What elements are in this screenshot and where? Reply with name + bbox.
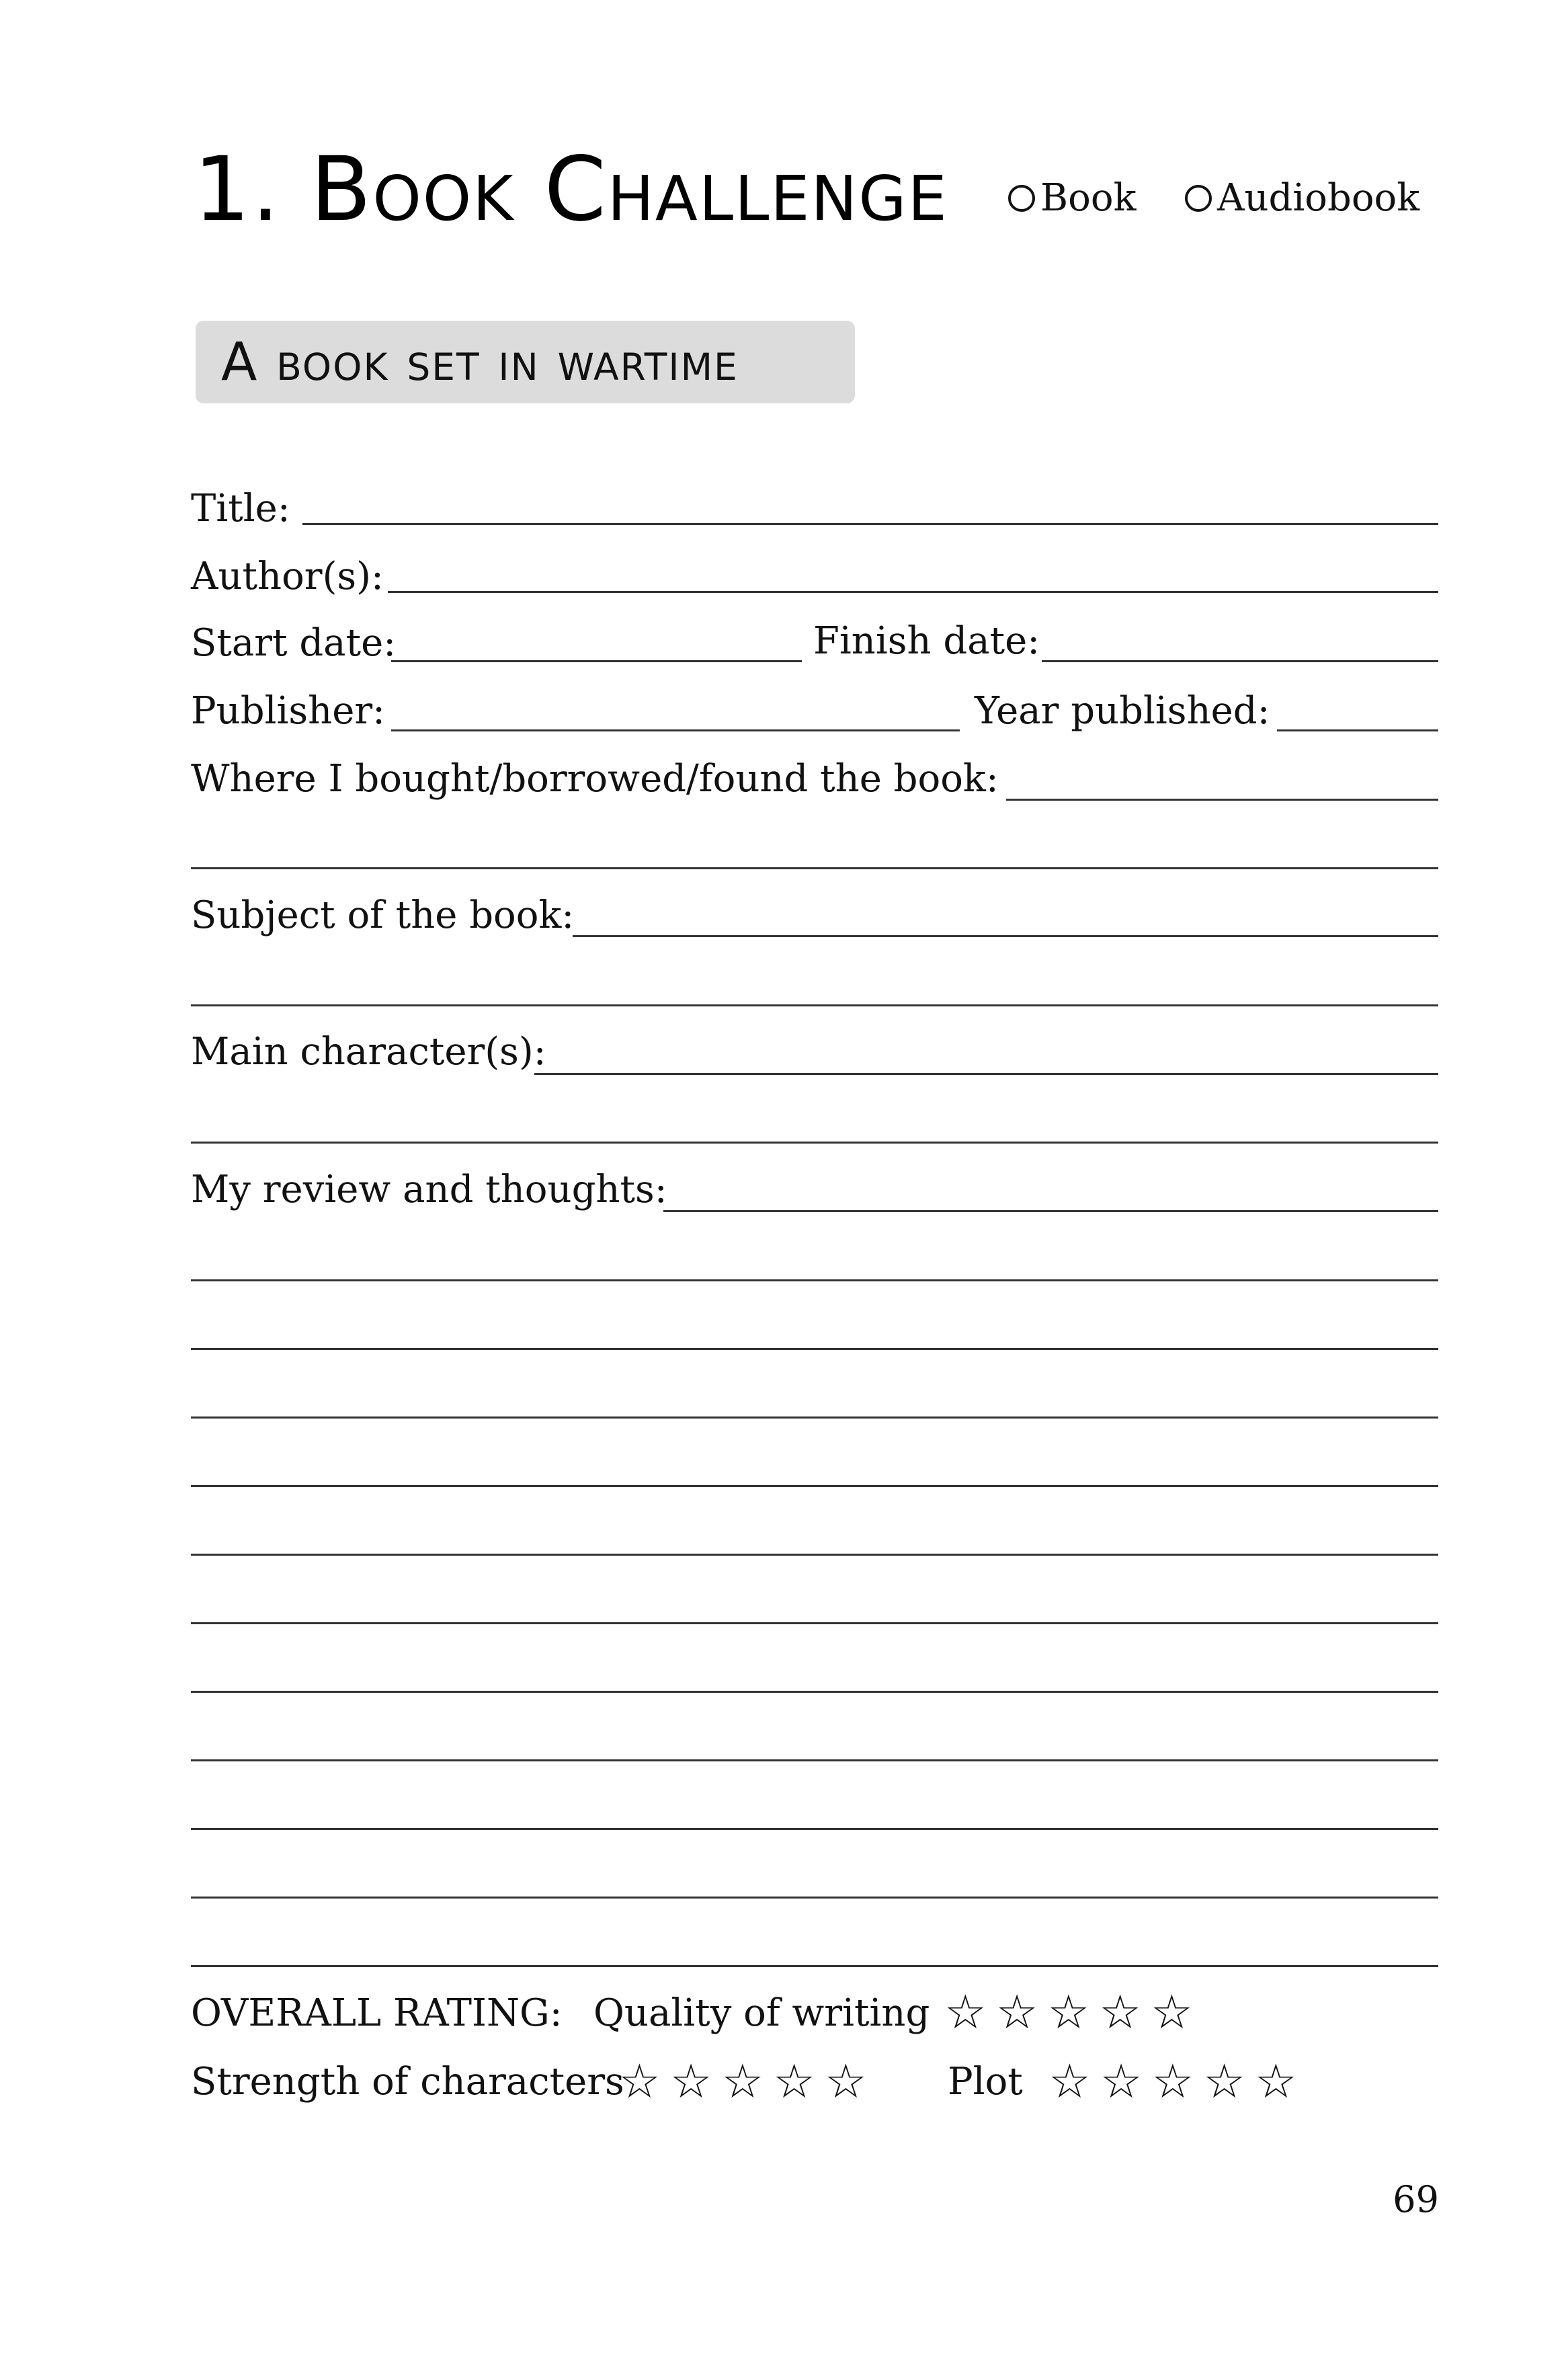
start-date-line[interactable] — [391, 660, 802, 662]
format-option-audiobook[interactable] — [1185, 176, 1419, 220]
publisher-label: Publisher: — [191, 689, 385, 733]
main-characters-line[interactable] — [534, 1073, 1438, 1075]
challenge-prompt: A book set in wartime — [221, 332, 739, 393]
page-number: 69 — [1393, 2178, 1439, 2221]
plot-label: Plot — [948, 2060, 1023, 2104]
review-line[interactable] — [191, 1691, 1438, 1693]
plot-star-rating[interactable]: ☆☆☆☆☆ — [1048, 2054, 1307, 2109]
finish-date-line[interactable] — [1042, 660, 1438, 662]
review-line[interactable] — [191, 1485, 1438, 1487]
review-line[interactable] — [191, 1279, 1438, 1281]
format-option-label: Book — [1040, 176, 1137, 220]
review-label: My review and thoughts: — [191, 1168, 667, 1211]
where-obtained-line-2[interactable] — [191, 867, 1438, 869]
review-line[interactable] — [191, 1828, 1438, 1830]
start-date-label: Start date: — [191, 621, 397, 665]
title-line[interactable] — [302, 523, 1438, 525]
review-line[interactable] — [191, 1417, 1438, 1419]
authors-line[interactable] — [388, 591, 1438, 593]
radio-circle-icon[interactable] — [1185, 185, 1212, 212]
radio-circle-icon[interactable] — [1008, 185, 1035, 212]
where-obtained-label: Where I bought/borrowed/found the book: — [191, 757, 999, 801]
review-line[interactable] — [191, 1759, 1438, 1761]
finish-date-label: Finish date: — [813, 619, 1040, 663]
review-line[interactable] — [191, 1897, 1438, 1899]
overall-rating-label: OVERALL RATING: — [191, 1991, 563, 2035]
review-line[interactable] — [191, 1622, 1438, 1624]
page-title: 1. Book Challenge — [194, 138, 948, 241]
review-line[interactable] — [663, 1210, 1438, 1212]
quality-of-writing-label: Quality of writing — [593, 1991, 930, 2035]
challenge-badge — [196, 321, 855, 403]
strength-of-characters-label: Strength of characters — [191, 2060, 624, 2104]
main-characters-label: Main character(s): — [191, 1030, 546, 1074]
subject-line[interactable] — [573, 935, 1438, 937]
authors-label: Author(s): — [191, 555, 384, 598]
publisher-line[interactable] — [391, 729, 960, 731]
quality-star-rating[interactable]: ☆☆☆☆☆ — [944, 1985, 1202, 2040]
characters-star-rating[interactable]: ☆☆☆☆☆ — [618, 2054, 876, 2109]
year-published-label: Year published: — [975, 689, 1270, 733]
format-option-book[interactable] — [1008, 176, 1137, 220]
review-line[interactable] — [191, 1965, 1438, 1967]
subject-label: Subject of the book: — [191, 893, 575, 937]
year-published-line[interactable] — [1277, 729, 1438, 731]
review-line[interactable] — [191, 1554, 1438, 1556]
review-line[interactable] — [191, 1348, 1438, 1350]
main-characters-line-2[interactable] — [191, 1142, 1438, 1144]
subject-line-2[interactable] — [191, 1004, 1438, 1006]
title-label: Title: — [191, 487, 290, 530]
format-option-label: Audiobook — [1217, 176, 1420, 220]
where-obtained-line[interactable] — [1006, 799, 1438, 801]
